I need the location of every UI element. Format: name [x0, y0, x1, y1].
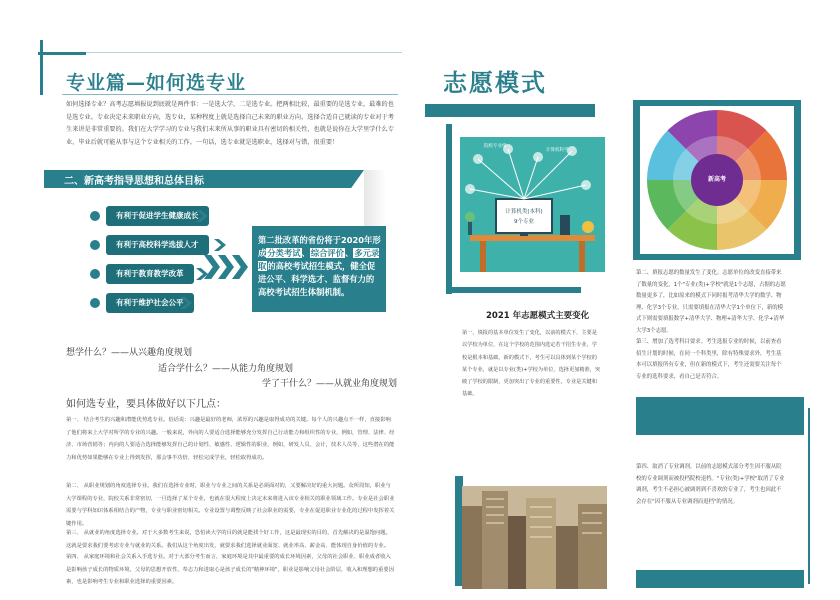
how-to-heading: 如何选专业，要具体做好以下几点： — [66, 399, 226, 410]
goal-label: 有利于促进学生健康成长 — [106, 206, 209, 226]
arrow-chevron-icon — [232, 255, 248, 279]
section-title: 二、新高考指导思想和总体目标 — [64, 176, 204, 187]
corner-accent-horizontal — [38, 52, 86, 55]
illustration-group-label: 院校专业组 — [484, 144, 507, 149]
right-edge-line — [808, 408, 810, 584]
illustration-top-label: 计算机科学 — [546, 148, 569, 153]
goal-label: 有利于维护社会公平 — [106, 293, 194, 313]
question-career: 学了干什么？——从就业角度规划 — [262, 379, 398, 389]
bullet-icon — [90, 298, 100, 308]
page-title: 专业篇—如何选专业 — [66, 72, 247, 94]
question-interest: 想学什么？——从兴趣角度规划 — [66, 348, 193, 358]
city-skyline-photo — [462, 486, 607, 589]
illustration-center-sub: 9个专业 — [514, 219, 534, 225]
right-bottom-bar — [636, 570, 804, 588]
arrow-chevron-icon — [218, 255, 234, 279]
goal-label: 有利于高校科学选拔人才 — [106, 235, 209, 255]
illustration-center-label: 计算机类(本科) — [505, 209, 543, 215]
intro-paragraph: 如何选择专业？高考志愿填报说到底就是两件事：一是选大学，二是选专业。把两相比较，最重要的是选专业，最难的也是选专业。专业决定未来职业方向，选专业，某种程度上就是选择自己未来的职业方向，选择合适自己就读的专业对于考生来讲是非常重要的。我们在大学学习的专业与我们未来所从事的职业具有密切的相关性，也就是说你在大学里学什么专业，毕业后就可能从事与这个专业相关的工作。一句话，选专业就是选职业，选择对与错，很重要！ — [66, 101, 394, 146]
arrow-chevron-icon — [204, 255, 220, 279]
title-bar — [425, 104, 595, 117]
change-4-paragraph: 第四、取消了专业调剂。以前的志愿模式部分考生因不服从院校的专业调剂而被投档院校退档。"专业(类)+学校"取消了专业调剂，考生不必担心被调剂到不喜欢的专业了，考生也因此不会存在"因不服从专业调剂而退档"的情况。 — [636, 464, 785, 505]
paragraph-1: 第一、 结合考生的兴趣和潜能优势选专业。俗话说：兴趣是最好的老师，浓厚的兴趣是取得成功的关键。每个人的兴趣点不一样，直接影响了他们将来上大学对所学的专业的兴趣。一般来说，外向的人要适合选择能够充分发挥自己行动能力和组织性的专业，例如，管理、法律、经济、市场营销等；内向的人要适合选择能够发挥自己的计划性、敏感性、逻辑性的职业，例如，研发人员、会计，技术人员等，这些潜在的能力和优势如果能够在专业上得到发挥，那会事半功倍，轻松完成学业，轻松取得成功。 — [66, 417, 395, 461]
wheel-center-label: 新高考 — [707, 176, 726, 183]
paragraph-3: 第三、 从就业的角度选择专业。对于大多数考生来说，恐怕读大学的目的就是能找个好工作，这是最现实的目的，首先解决的是温饱问题。这就是要求我们要考虑专业与就业的关系。我们从这个角度出发，就要求我们选择就业面宽、就业率高、薪金高、能体现自身价值的专业。 — [66, 530, 391, 549]
goal-label: 有利于教育教学改革 — [106, 264, 194, 284]
paragraph-4: 第四、 从家庭环境和社会关系入手选专业。对于大部分考生而言，家庭环境是其中最重要的成长环境因素，父母的社会职业、职业成者收入是影响孩子成长的物质环境，父母的思想开放性，奉志力和进取心是孩子成长的"精神环境"，职业是影响父母社会阶层，收入和理想的重要因素，也是影响考生专业和职业选择的重要因素。 — [66, 554, 394, 585]
illustration-frame-bottom — [446, 287, 581, 293]
changes-heading: 2021 年志愿模式主要变化 — [486, 311, 590, 321]
reform-text: 第二批改革的省份将于2020年形成分类考试、综合评价、多元录取的高校考试招生模式，健全促进公平、科学选才、监督有力的高校考试招生体制机制。 — [258, 235, 381, 297]
subject-wheel-diagram — [640, 106, 794, 254]
bullet-icon — [90, 240, 100, 250]
title-rule — [62, 94, 398, 95]
chevron-right-icon — [214, 239, 226, 251]
corner-accent-vertical — [40, 40, 43, 95]
bullet-icon — [90, 211, 100, 221]
changes-paragraph: 第一、填报的基本单位发生了变化，以前的模式下，主要是以学校为单位，在这个学校的范围内选定若干招生专业，学校是根本和基础。新的模式下，考生可以具体到某个学校的某个专业，就是以专业(类)+学校为单位，选择更加精准，突破了学校的限制，更加突出了专业的重要性，专业是关键和基础。 — [462, 330, 601, 398]
paragraph-2: 第二、 从职业规划的角度选择专业。我们在选择专业时，职业与专业之间的关系是必须面对的，又要解决好的重大问题。众所周知，职业与大学课程的专业，院校关系非常密切，一旦选择了某个专业，也就在很大程度上决定未来将进入该专业相关的职业领域工作。专业是社会职业需要与学科知识体系相结合的产物，专业与职业密切相关。专业设置与调整反映了社会职业的需要，专业在促进职业专业化的过程中发挥着关键作用。 — [66, 483, 395, 527]
change-2-paragraph: 第二、填报志愿的数量发生了变化。志愿单位的改变直接带来了数量的变化，1个"专业(类)+学校"就是1个志愿，占据的志愿数量更多了，比如原来的模式下同时报考清华大学的数学、物理、化学3个专业，只需要填报在清华大学1个单位下，新的模式下则需要填报数学+清华大学、物理+清华大学、化学+清华大学3个志愿。 第三、增加了选考科目要求。考生选报专业的时候，以前查看招生计划的时候，在同一个科类里，除有特殊要求外，考生基本可以填报所有专业，但在新的模式下，考生还需要关注每个专业的选科要求，看自己是否符合。 — [636, 270, 786, 380]
top-rule — [86, 52, 402, 53]
question-ability: 适合学什么？——从能力角度规划 — [158, 364, 294, 374]
bullet-icon — [90, 269, 100, 279]
right-accent-bar — [636, 397, 804, 435]
illustration-major-selection — [460, 137, 605, 272]
mode-title: 志愿模式 — [443, 69, 547, 97]
illustration-frame — [446, 124, 452, 294]
